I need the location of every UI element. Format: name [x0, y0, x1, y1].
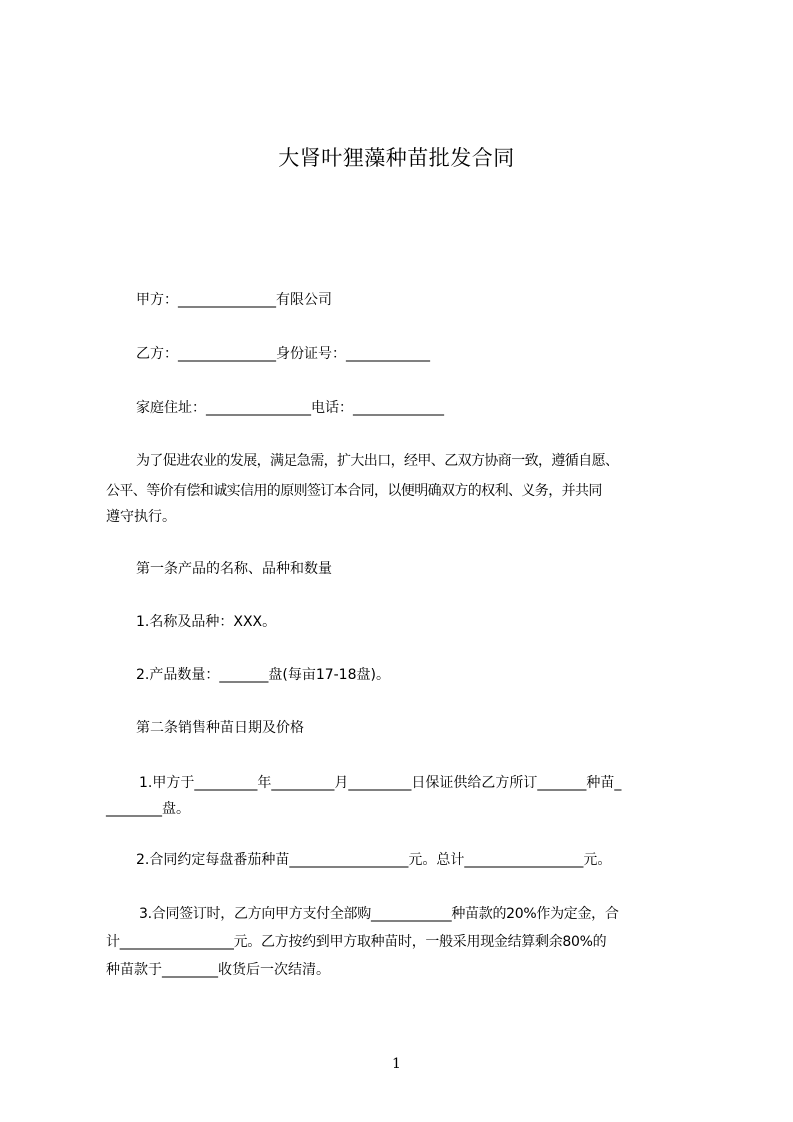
article-1-heading: 第一条产品的名称、品种和数量: [136, 561, 332, 577]
party-a-line: 甲方：______________有限公司: [136, 292, 332, 308]
article-1-item-1: 1.名称及品种：XXX。: [136, 614, 277, 630]
intro-line-3: 遵守执行。: [106, 509, 176, 525]
article-2-item-1-line-1: 1.甲方于_________年_________月_________日保证供给乙方所订_______种苗_: [139, 775, 622, 791]
page-number: 1: [392, 1056, 401, 1072]
article-2-item-3-line-3: 种苗款于________收货后一次结清。: [106, 962, 330, 978]
article-2-item-1-line-2: ________盘。: [106, 801, 190, 817]
address-line: 家庭住址：_______________电话：_____________: [136, 400, 444, 416]
article-2-item-3-line-1: 3.合同签订时，乙方向甲方支付全部购____________种苗款的20%作为定金，合: [139, 906, 619, 922]
article-2-heading: 第二条销售种苗日期及价格: [136, 720, 304, 736]
party-b-line: 乙方：______________身份证号：____________: [136, 346, 430, 362]
article-2-item-3-line-2: 计_________________元。乙方按约到甲方取种苗时，一般采用现金结算剩余80%的: [106, 934, 607, 950]
article-1-item-2: 2.产品数量：_______盘(每亩17-18盘)。: [136, 667, 390, 683]
intro-line-1: 为了促进农业的发展，满足急需，扩大出口，经甲、乙双方协商一致，遵循自愿、: [136, 453, 619, 469]
intro-line-2: 公平、等价有偿和诚实信用的原则签订本合同，以便明确双方的权利、义务，并共同: [106, 483, 602, 499]
document-title: 大肾叶狸藻种苗批发合同: [278, 146, 515, 170]
article-2-item-2: 2.合同约定每盘番茄种苗_________________元。总计_________________元。: [136, 852, 612, 868]
